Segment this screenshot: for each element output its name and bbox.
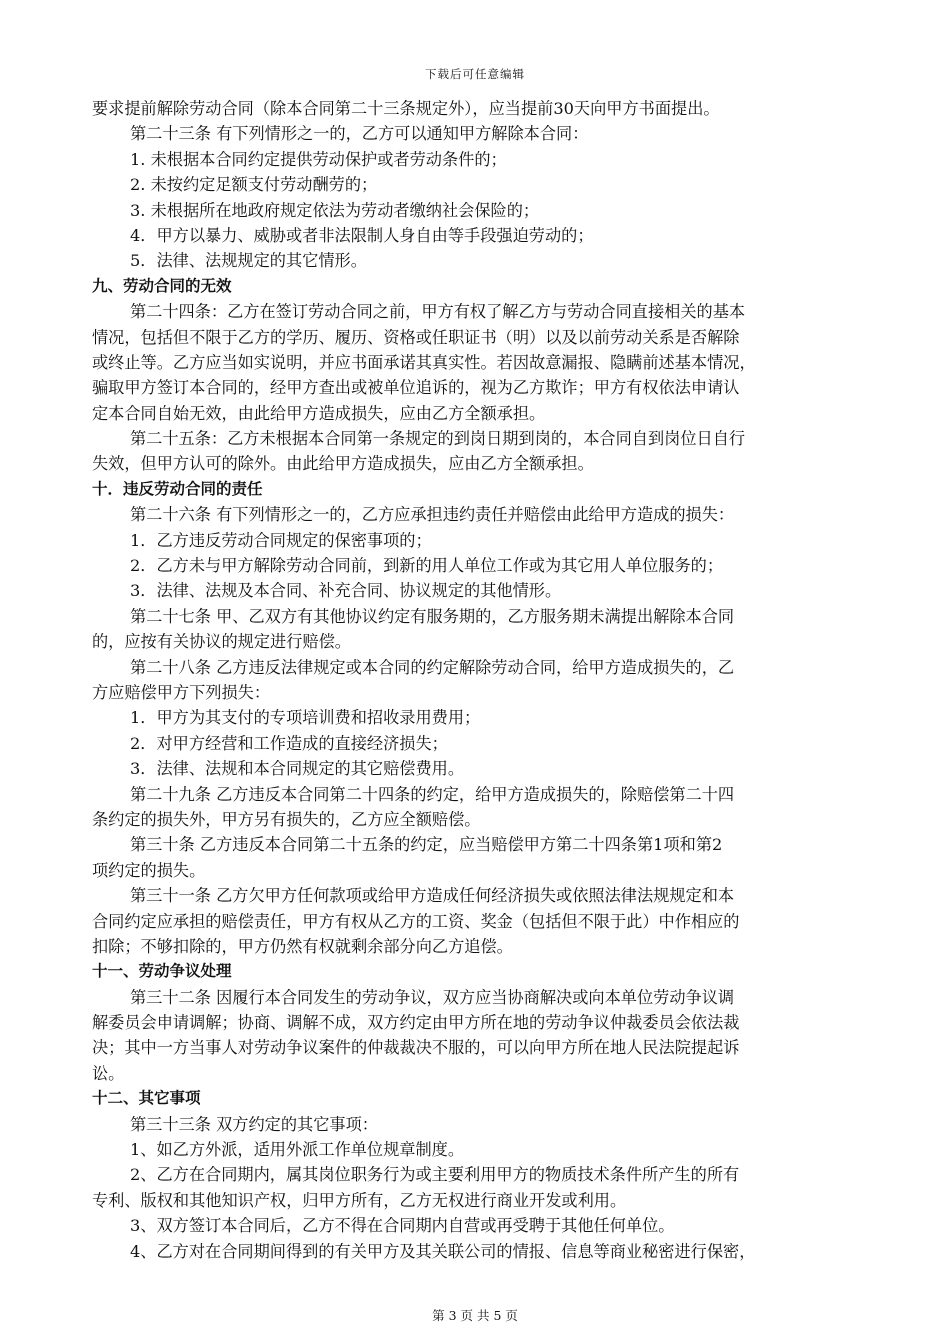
section-heading: 十．违反劳动合同的责任 [92,479,263,498]
paragraph-line: 3、双方签订本合同后，乙方不得在合同期内自营或再受聘于其他任何单位。 [130,1216,675,1236]
paragraph-line: 方应赔偿甲方下列损失： [92,682,271,702]
paragraph-line: 1、如乙方外派，适用外派工作单位规章制度。 [130,1140,465,1160]
paragraph-line: 2．乙方未与甲方解除劳动合同前，到新的用人单位工作或为其它用人单位服务的； [130,556,724,576]
paragraph-line: 1．乙方违反劳动合同规定的保密事项的； [130,530,432,550]
paragraph-line: 第二十五条：乙方未根据本合同第一条规定的到岗日期到岗的，本合同自到岗位日自行 [130,429,746,449]
paragraph-line: 失效，但甲方认可的除外。由此给甲方造成损失，应由乙方全额承担。 [92,454,594,474]
paragraph-line: 第二十三条 有下列情形之一的，乙方可以通知甲方解除本合同： [130,124,589,144]
paragraph-line: 骗取甲方签订本合同的，经甲方查出或被单位追诉的，视为乙方欺诈；甲方有权依法申请认 [92,378,740,398]
paragraph-line: 2、乙方在合同期内，属其岗位职务行为或主要利用甲方的物质技术条件所产生的所有 [130,1165,740,1185]
page-footer-number: 第 3 页 共 5 页 [432,1308,518,1323]
paragraph-line: 第二十六条 有下列情形之一的，乙方应承担违约责任并赔偿由此给甲方造成的损失： [130,505,735,525]
paragraph-line: 的，应按有关协议的规定进行赔偿。 [92,632,351,652]
paragraph-line: 第三十二条 因履行本合同发生的劳动争议，双方应当协商解决或向本单位劳动争议调 [130,987,735,1007]
paragraph-line: 或终止等。乙方应当如实说明，并应书面承诺其真实性。若因故意漏报、隐瞒前述基本情况， [92,352,756,372]
paragraph-line: 合同约定应承担的赔偿责任，甲方有权从乙方的工资、奖金（包括但不限于此）中作相应的 [92,911,740,931]
section-heading: 十二、其它事项 [92,1089,201,1108]
page-header-note: 下载后可任意编辑 [425,67,525,81]
paragraph-line: 解委员会申请调解；协商、调解不成，双方约定由甲方所在地的劳动争议仲裁委员会依法裁 [92,1013,740,1033]
paragraph-line: 1．甲方为其支付的专项培训费和招收录用费用； [130,708,481,728]
paragraph-line: 2. 未按约定足额支付劳动酬劳的； [130,175,378,195]
paragraph-line: 第三十条 乙方违反本合同第二十五条的约定，应当赔偿甲方第二十四条第1项和第2 [130,835,723,855]
paragraph-line: 5．法律、法规规定的其它情形。 [130,251,367,271]
paragraph-line: 定本合同自始无效，由此给甲方造成损失，应由乙方全额承担。 [92,403,546,423]
paragraph-line: 第二十四条：乙方在签订劳动合同之前，甲方有权了解乙方与劳动合同直接相关的基本 [130,302,746,322]
paragraph-line: 扣除；不够扣除的，甲方仍然有权就剩余部分向乙方追偿。 [92,936,513,956]
paragraph-line: 第二十七条 甲、乙双方有其他协议约定有服务期的，乙方服务期未满提出解除本合同 [130,606,735,626]
paragraph-line: 第三十三条 双方约定的其它事项： [130,1114,378,1134]
paragraph-line: 讼。 [92,1063,125,1083]
paragraph-line: 第二十九条 乙方违反本合同第二十四条的约定，给甲方造成损失的，除赔偿第二十四 [130,784,735,804]
paragraph-line: 要求提前解除劳动合同（除本合同第二十三条规定外），应当提前30天向甲方书面提出。 [92,99,720,118]
paragraph-line: 第三十一条 乙方欠甲方任何款项或给甲方造成任何经济损失或依照法律法规规定和本 [130,886,735,906]
paragraph-line: 3．法律、法规及本合同、补充合同、协议规定的其他情形。 [130,581,562,601]
paragraph-line: 第二十八条 乙方违反法律规定或本合同的约定解除劳动合同，给甲方造成损失的，乙 [130,657,735,677]
paragraph-line: 项约定的损失。 [92,860,206,880]
document-body [92,96,870,1264]
paragraph-line: 4、乙方对在合同期间得到的有关甲方及其关联公司的情报、信息等商业秘密进行保密， [130,1241,756,1261]
paragraph-line: 情况，包括但不限于乙方的学历、履历、资格或任职证书（明）以及以前劳动关系是否解除 [92,327,740,347]
paragraph-line: 条约定的损失外，甲方另有损失的，乙方应全额赔偿。 [92,809,481,829]
section-heading: 九、劳动合同的无效 [92,276,232,295]
section-heading: 十一、劳动争议处理 [92,962,232,981]
paragraph-line: 专利、版权和其他知识产权，归甲方所有，乙方无权进行商业开发或利用。 [92,1190,627,1210]
paragraph-line: 决；其中一方当事人对劳动争议案件的仲裁裁决不服的，可以向甲方所在地人民法院提起诉 [92,1038,740,1058]
paragraph-line: 4．甲方以暴力、威胁或者非法限制人身自由等手段强迫劳动的； [130,225,594,245]
paragraph-line: 2．对甲方经营和工作造成的直接经济损失； [130,733,448,753]
paragraph-line: 3. 未根据所在地政府规定依法为劳动者缴纳社会保险的； [130,200,540,220]
paragraph-line: 1. 未根据本合同约定提供劳动保护或者劳动条件的； [130,149,507,169]
paragraph-line: 3．法律、法规和本合同规定的其它赔偿费用。 [130,759,465,779]
